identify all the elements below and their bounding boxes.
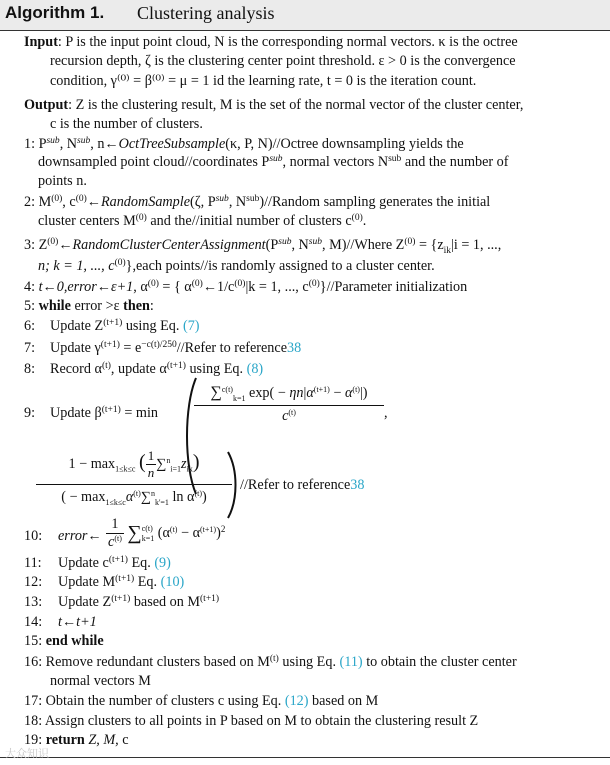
step-2-line-1: 2: $M^{(0)}$, $c^{(0)}\leftarrow RandomSample(\zeta$, $P^{sub}$, $N^{sub})/$/Random sampling generates the initial bbox=[24, 194, 491, 210]
step-16-line-1: 16: Remove redundant clusters based on $M^{(t)}$ using Eq. (11) to obtain the cluster center bbox=[24, 654, 517, 670]
step-9-line-1: 9: Update $\beta^{(t+1)} = \min$ bbox=[24, 405, 158, 421]
output-line-2: c is the number of clusters. bbox=[50, 116, 203, 132]
step-1-line-2: downsampled point cloud//coordinates $P^{sub}$, normal vectors $N^{sub}$ and the number of bbox=[38, 154, 509, 170]
step-9-comma: , bbox=[384, 405, 388, 421]
input-line-1: Input: P is the input point cloud, N is the corresponding normal vectors. κ is the octree bbox=[24, 34, 518, 50]
step-10-line: 10: error← bbox=[24, 528, 102, 544]
step-9-right-paren bbox=[226, 450, 240, 520]
step-8-line: 8: Record $\alpha^{(t)}$, update $\alpha^{(t+1)}$ using Eq. (8) bbox=[24, 361, 264, 377]
step-13-line: 13: Update $Z^{(t+1)}$ based on $M^{(t+1)}$ bbox=[24, 594, 220, 610]
step-18-line: 18: Assign clusters to all points in P based on M to obtain the clustering result Z bbox=[24, 713, 479, 729]
step-3-line-2: n; k = 1, ..., $c^{(0)}\},each$ points//is randomly assigned to a cluster center. bbox=[38, 258, 435, 274]
step-3-line-1: 3: $Z^{(0)}\leftarrow RandomClusterCenterAssignment(P^{sub}$, $N^{sub}$, M)//Where $Z^{(0)} = \{z_{ik}|i = 1$, ..., bbox=[24, 237, 502, 256]
step-5-line: 5: while error >ε then: bbox=[24, 298, 154, 314]
output-line-1: Output: Z is the clustering result, M is the set of the normal vector of the cluster center, bbox=[24, 97, 524, 113]
step-7-line: 7: Update $\gamma^{(t+1)}$ = $e^{-c(t)/250}/$/Refer to reference38 bbox=[24, 340, 302, 356]
input-line-2: recursion depth, ζ is the clustering center point threshold. ε > 0 is the convergence bbox=[50, 53, 516, 69]
step-12-line: 12: Update $M^{(t+1)}$ Eq. (10) bbox=[24, 574, 185, 590]
step-10-expression: $\frac{1}{c^{(t)}}$ ∑ c(t) k=1 $(\alpha^{(t)} - \alpha^{(t+1)})^2$ bbox=[108, 516, 226, 550]
step-1-line-3: points n. bbox=[38, 173, 87, 189]
top-rule bbox=[0, 30, 610, 31]
step-4-line: 4: t←0,error←ε+1, $\alpha^{(0)}$ = { $\alpha^{(0)}\leftarrow 1/c^{(0)}|k = 1$, ..., $c^{(0)}\}/$/Parameter initialization bbox=[24, 279, 468, 295]
step-19-line: 19: return Z, M, c bbox=[24, 732, 129, 748]
step-16-line-2: normal vectors M bbox=[50, 673, 151, 689]
step-9-line-2-tail: //Refer to reference38 bbox=[240, 477, 365, 493]
step-9-fraction-1: ∑$^{c(t)}_{k=1}$ $\exp( - \eta n|\alpha^{(t+1)} - \alpha^{(t)}|)$ $c^{(t)}$ bbox=[194, 384, 384, 425]
algorithm-title: Clustering analysis bbox=[137, 3, 275, 23]
algorithm-header bbox=[0, 0, 610, 30]
input-line-3: condition, γ⁽⁰⁾ = β⁽⁰⁾ = μ = 1 id the learning rate, t = 0 is the iteration count. bbox=[50, 73, 477, 89]
bottom-rule bbox=[0, 757, 610, 758]
step-2-line-2: cluster centers $M^{(0)}$ and the//initial number of clusters $c^{(0)}$. bbox=[38, 213, 367, 229]
algorithm-label: Algorithm 1. bbox=[5, 3, 105, 22]
step-11-line: 11: Update $c^{(t+1)}$ Eq. (9) bbox=[24, 555, 171, 571]
step-1-line-1: 1: $P^{sub}$, $N^{sub}$, n←OctTreeSubsample(κ, P, N)//Octree downsampling yields the bbox=[24, 136, 464, 152]
step-6-line: 6: Update $Z^{(t+1)}$ using Eq. (7) bbox=[24, 318, 200, 334]
step-15-line: 15: end while bbox=[24, 633, 104, 649]
step-14-line: 14: t←t+1 bbox=[24, 614, 97, 630]
watermark: 大众知识 bbox=[5, 747, 49, 760]
step-9-fraction-2: $1 - \max_{1\le k\le c}$ ( $\frac{1}{n}$ $\sum^n_{i=1}z_{ik}$) ( − $\max_{1\le k\le c}\alpha^{(t)}\sum^n_{k'=1}$ $\ln \alpha^{(t)}$) bbox=[36, 448, 232, 507]
step-17-line: 17: Obtain the number of clusters c using Eq. (12) based on M bbox=[24, 693, 379, 709]
